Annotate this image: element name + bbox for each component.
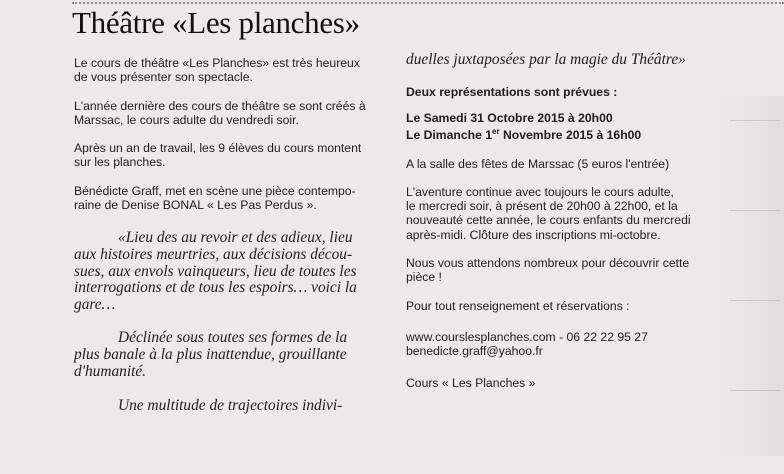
bleed-through-line <box>730 390 780 391</box>
venue-text: A la salle des fêtes de Marssac (5 euros l'entrée) <box>406 156 670 171</box>
left-column <box>74 56 392 415</box>
quote-paragraph-1: «Lieu des au revoir et des adieux, lieu aux histoires meurtries, aux décisions décou- sues, aux envols vainqueurs, lieu de toutes les interrogations et de tous les espoirs… voici la gare… <box>74 229 357 313</box>
performance-date-2: Le Dimanche 1er Novembre 2015 à 16h00 <box>406 127 642 143</box>
continuation-paragraph: L'aventure continue avec toujours le cours adulte, le mercredi soir, à présent de 20h00 à 22h00, et la nouveauté cette année, le cours enfants du mercredi après-midi. Clôture des inscriptions mi-octobre. <box>406 184 691 242</box>
top-dotted-rule <box>72 2 784 4</box>
bleed-through-line <box>730 120 780 121</box>
quote-paragraph-3: Une multitude de trajectoires indivi- <box>118 397 343 415</box>
performances-heading: Deux représentations sont prévues : <box>406 84 618 99</box>
bleed-through-line <box>730 300 780 301</box>
contact-details <box>406 330 722 359</box>
work-paragraph: Après un an de travail, les 9 élèves du cours montent sur les planches. <box>74 141 362 170</box>
contact-intro: Pour tout renseignement et réservations : <box>406 298 630 313</box>
right-column <box>406 52 722 390</box>
bleed-through-line <box>730 210 780 211</box>
quote-paragraph-2: Déclinée sous toutes ses formes de la plus banale à la plus inattendue, grouillante d'humanité. <box>74 329 348 380</box>
intro-paragraph: Le cours de théâtre «Les Planches» est très heureux de vous présenter son spectacle. <box>74 56 360 85</box>
performance-date-1: Le Samedi 31 Octobre 2015 à 20h00 <box>406 110 613 125</box>
website-phone: www.courslesplanches.com - 06 22 22 95 27 <box>406 329 648 344</box>
bleed-through-shadow <box>722 96 784 456</box>
article-title: Théâtre «Les planches» <box>72 5 360 40</box>
invitation-paragraph: Nous vous attendons nombreux pour découvrir cette pièce ! <box>406 256 690 285</box>
signature: Cours « Les Planches » <box>406 375 536 390</box>
director-paragraph: Bénédicte Graff, met en scène une pièce contempo- raine de Denise BONAL « Les Pas Perdus ». <box>74 183 356 213</box>
history-paragraph: L'année dernière des cours de théâtre se sont créés à Marssac, le cours adulte du vendredi soir. <box>74 98 366 127</box>
email-address: benedicte.graff@yahoo.fr <box>406 344 543 359</box>
quote-ending: duelles juxtaposées par la magie du Théâtre» <box>406 51 686 68</box>
